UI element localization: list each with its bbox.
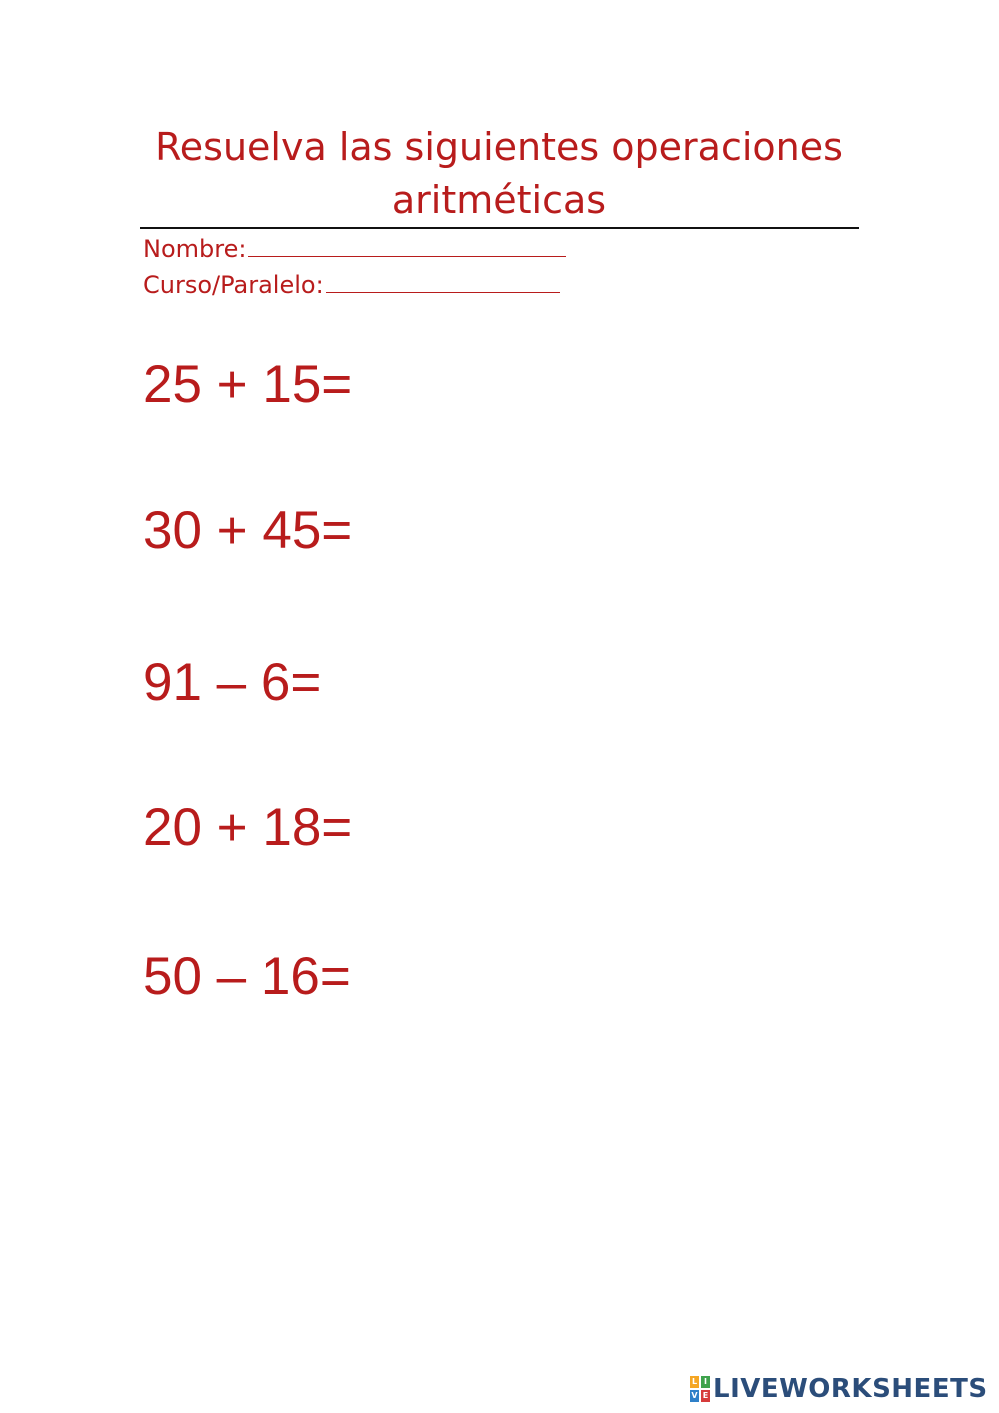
logo-letter: V [691,1391,698,1400]
curso-field [143,270,560,300]
operation-5: 50 – 16= [143,947,351,1006]
title-line-1: Resuelva las siguientes operaciones [155,125,843,169]
operation-4: 20 + 18= [143,798,353,857]
nombre-blank-line[interactable] [248,234,566,257]
logo-letter: I [701,1376,710,1388]
worksheet-title [140,121,858,227]
nombre-field [143,234,566,264]
nombre-label: Nombre: [143,235,247,263]
logo-letter: E [702,1391,709,1400]
title-divider [140,227,859,229]
operation-1: 25 + 15= [143,355,353,414]
logo-letter: L [691,1377,698,1386]
liveworksheets-logo-icon [690,1376,710,1402]
liveworksheets-logo [690,1372,988,1406]
operation-2: 30 + 45= [143,501,353,560]
operation-3: 91 – 6= [143,653,322,712]
curso-blank-line[interactable] [326,270,560,293]
logo-wordmark: LIVEWORKSHEETS [713,1374,988,1404]
curso-label: Curso/Paralelo: [143,271,324,299]
title-line-2: aritméticas [391,178,607,222]
